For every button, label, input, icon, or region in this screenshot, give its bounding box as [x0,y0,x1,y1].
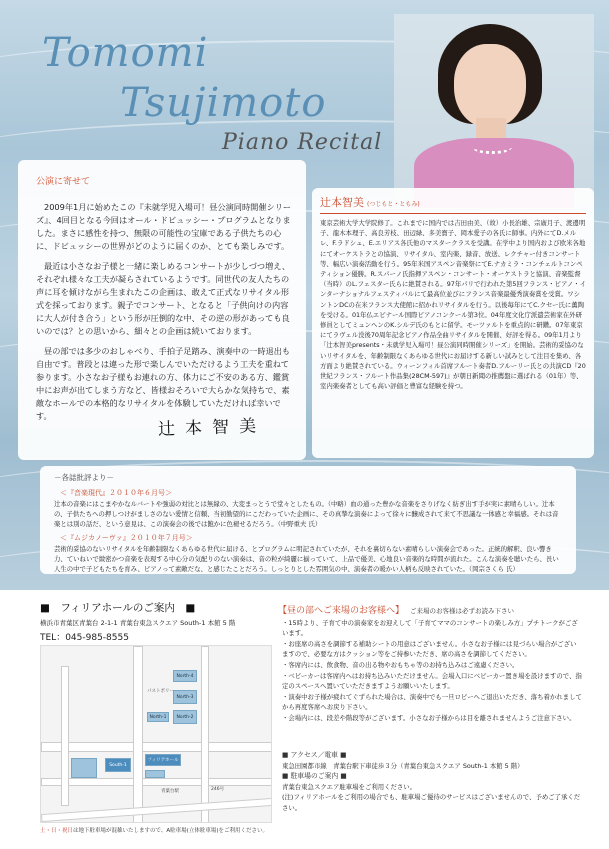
title-last-name: Tsujimoto [120,80,327,126]
access-title: ■ アクセス／電車 ■ [282,751,347,759]
pianist-portrait [394,14,594,202]
info-list [282,618,582,724]
signature: 辻本智美 [157,416,267,440]
parking-title: ■ 駐車場のご案内 ■ [282,772,347,780]
info-item: ・演奏中お子様が疲れてぐずられた場合は、演奏中でも一旦ロビーへご退出いただき、落ち着かれましてから再度客席へお戻り下さい。 [282,693,582,711]
map-building-north4: North-4 [173,670,197,682]
review-text: 芸術的妥協のないリサイタルを年齢制限なくあらゆる世代に届ける、とプログラムに明記されていたが、それを裏切らない素晴らしい演奏会であった。正統的解釈、良い響き力、ていねいで緻密かつ音楽を表現する中心分の気配りのない演奏は、音の粒が綺麗に揃っていて、上品で優美、心地良い音楽的な時間が流れた。こんな演奏を聴いたら、長い人生の中で子どもたちを育み、ピアノって素敵だな、と感じたことだろう。しっとりとした雰囲気の中、演奏者の暖かい人柄も反映されていた。（岡宗さくら 氏） [54,545,559,573]
map-building [145,770,165,778]
profile-name-row [320,194,586,214]
parking-text: 青葉台東急スクエア駐車場をご利用ください。 [282,782,417,791]
info-item: ・ベビーカーは客席内へはお持ち込みいただけません。会場入口にベビーカー置き場を設けますので、指定のスペースへ置いていただきますようお願いいたします。 [282,672,582,690]
review-text: 辻本の音楽にはこまやかなルバートや強弱の対比とは無縁の、大変まっとうで堂々としたもの。（中略）血の通った豊かな音楽をさりげなく紡ぎ出す手が実に素晴らしい。辻本の、子供たちへの押しつけがましさのない愛情と信頼、当初勤望的にこだわっていた企画に、その真摯な演奏によって徐々に醸成されて来て不思議な一体感と幸福感。それは音楽とは別の話だ、という意見は、この演奏会の後では飽かに色褪せるだろう。（中野重夫 氏） [54,500,559,528]
info-title-row [278,603,514,616]
map-building [71,758,97,778]
info-item: ・お座席の高さを調節する補助シートの用意はございません。小さなお子様には見づらい場合がございますので、必要な方はクッション等をご持参いただき、席の高さを調節してください。 [282,640,577,658]
hall-tel: TEL：045-985-8555 [40,633,129,643]
profile-name: 辻本智美 [320,196,364,209]
reviews-title: －各誌批評より－ [54,473,114,482]
map-label-police: パストポリー [147,689,174,694]
map-road [41,742,272,752]
reviews-panel [40,466,576,574]
message-body [36,201,292,423]
info-title: 【昼の部へご来場のお客様へ】 [278,606,405,616]
hall-title: ■ フィリアホールのご案内 ■ [40,602,196,614]
map-building-north1: North-1 [147,712,169,722]
title-first-name: Tomomi [42,30,209,76]
map-building-north3: North-3 [173,690,197,704]
map-note [40,826,268,834]
portrait-necklace [472,140,512,154]
message-paragraph: 最近は小さなお子様と一緒に楽しめるコンサートが少しづつ増え、それぞれ様々な工夫が凝らされているようです。同世代の友人たちの声に耳を傾けながら生まれたこの企画は、敢えて正式なリサイタル形式を採っております。親子でコンサート、となると「子供向けの内容に大人が付き合う」という形が圧倒的な中、その逆の形があっても良いのでは？との思いから、細々との企画は続いております。 [36,261,291,336]
info-subtitle: ご来場のお客様は必ずお読み下さい [410,607,515,615]
profile-text: 東京芸術大学大学院修了。これまでに国内では吉田由美、（故）小長治雄、宗廣月子、渡邊明子、龍木本理子、高良芳枝、田辺緑、多美寶子、岡本愛子の各氏に師事。内外にてD.メルレ、F.ラドシュ、E.エリアス各氏他のマスタークラスを受講。在学中より国内および欧米各地にてオーケストラとの協演、リサイタル、室内楽、録音、放送、レクチャー付きコンサート等、幅広い演奏活動を行う。95年米国アスペン音楽祭にてE.ナカミラ・コンチェルトコンペティション優勝。R.スパーノ氏指揮アスペン・コンサート・オーケストラと協演、音楽監督（当時）のL.フェスター氏らに絶賛される。97年パリで行われた第5回フランス・ピアノ・インターナショナルフェスティバルにて最高位並びにフランス音楽最優秀演奏賞を受賞。ワシントンDCの在米フランス大使館に招かれリサイタルを行う。以後毎年にてC.クセー氏に薫陶を受ける。01年仏エピナール国際ピアノコンクール第3位。04年度文化庁派遣芸術家在外研修員としてミュンヘンのK.シルデ氏のもとに留学。モーツァルトを重点的に研鑽。07年東京にてラヴェル没後70周年記念ピアノ作品全曲リサイタルを開催、好評を得る。09年1月より「辻本智美presents・未就学児入場可！昼公演同時開催シリーズ」を開始。芸術的妥協のないリサイタルを、年齢制限なくあらゆる世代にお届けする新しい試みとして注目を集め、各方面より絶賛されている。ウィーンフィル首席フルート奏者D.フルーリー氏との共演CD『20世紀フランス・フルート作品集(28CM-597)』が朝日新聞の推薦盤に選ばれる（01年）等、室内楽奏者としても高い評価と豊富な経験を持つ。 [320,219,586,391]
message-heading: 公演に寄せて [36,177,91,187]
map-road [41,798,272,822]
hall-address: 横浜市青葉区青葉台 2-1-1 青葉台東急スクエア South-1 本館 5 階 [40,619,236,627]
map-road [133,646,143,823]
message-paragraph: 昼の部では多少のおしゃべり、手拍子足踏み、演奏中の一時退出も自由です。普段とは違った形で楽しんでいただけるよう工夫を重ねて参ります。小さなお子様もお連れの方、体力にご不安のある方、鑑賞中にお声が出てしまう方など、皆様おそろいで大らかな気持ちで、素敵なホールでの本格的なリサイタルを体験していただければ幸いです。 [36,346,291,421]
info-item: ・客席内には、飲食物、音の出る物やおもちゃ等のお持ち込みはご遠慮ください。 [282,661,519,669]
review-source: ＜『音楽現代』２０１０年６月号＞ [60,489,172,497]
message-paragraph: 2009年1月に始めたこの『未就学児入場可！昼公演同時開催シリーズ』、4回目となる今回はオール・ドビュッシー・プログラムとなりました。まさに感性を持つ、無限の可能性の宝庫である子供たちの心に、ドビュッシーの世界がどのように届くのか、とても楽しみです。 [36,202,292,251]
portrait-face [454,44,526,128]
map-road [201,646,209,823]
map-building-hall: フィリアホール [145,754,181,766]
map-building-north2: North-2 [173,710,197,724]
map-label-route: 246号 [211,787,225,792]
info-item: ・会場内には、段差や階段等がございます。小さなお子様からは目を離されませんようご注意下さい。 [282,714,576,722]
parking-note: (注)フィリアホールをご利用の場合でも、駐車場ご優待のサービスはございませんので、予めご了承ください。 [282,793,581,812]
access-section [282,750,582,813]
map-note-days: 土・日・祝日 [40,828,74,834]
map-road [41,778,272,786]
map-note-text: は地下駐車場が混雑いたしますので、A駐車場(立体駐車場)をご利用ください。 [73,828,268,834]
review-source: ＜『ムジカノーヴァ』２０１０年７月号＞ [60,534,193,543]
map-building-south1: South-1 [105,758,131,772]
info-item: ・15時より、子育て中の演奏家をお迎えして「子育てママのコンサートの楽しみ方」プチトークがございます。 [282,619,578,637]
message-panel [18,160,306,460]
access-map [40,645,272,823]
profile-panel [312,188,594,458]
map-road [61,666,69,806]
map-label-station: 青葉台駅 [161,789,179,794]
profile-ruby: (つじもと・ともみ) [367,201,420,208]
title-subtitle: Piano Recital [222,130,383,155]
access-text: 東急田園都市線 青葉台駅下車徒歩３分（青葉台東急スクエア South-1 本館 5 階） [282,761,524,770]
